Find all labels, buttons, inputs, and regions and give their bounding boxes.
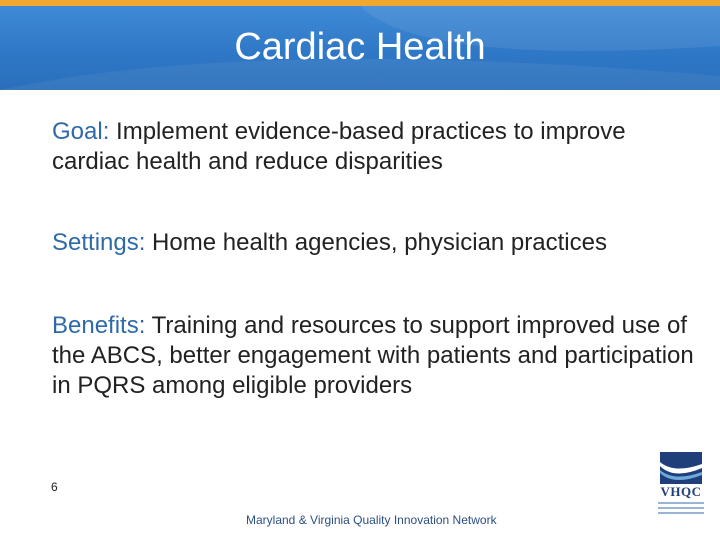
title-banner	[0, 6, 720, 90]
logo-tagline-line-1	[658, 502, 704, 504]
logo-tagline-line-3	[658, 512, 704, 514]
settings-paragraph	[52, 228, 702, 258]
settings-label: Settings:	[52, 229, 146, 256]
vhqc-logo	[656, 452, 706, 522]
goal-paragraph	[52, 117, 702, 177]
benefits-paragraph	[52, 311, 702, 401]
benefits-text: Training and resources to support improved use of the ABCS, better engagement with patients and participation in PQRS among eligible providers	[52, 312, 694, 399]
vhqc-logo-text: VHQC	[660, 484, 702, 499]
slide-title: Cardiac Health	[234, 26, 486, 68]
vhqc-logo-mark-icon	[656, 452, 706, 484]
benefits-label: Benefits:	[52, 312, 146, 339]
footer-network-name: Maryland & Virginia Quality Innovation Network	[246, 513, 497, 527]
goal-label: Goal:	[52, 118, 110, 145]
settings-text: Home health agencies, physician practices	[145, 229, 607, 256]
goal-text: Implement evidence-based practices to improve cardiac health and reduce disparities	[52, 118, 626, 175]
page-number: 6	[51, 480, 58, 494]
logo-tagline-line-2	[658, 507, 704, 509]
